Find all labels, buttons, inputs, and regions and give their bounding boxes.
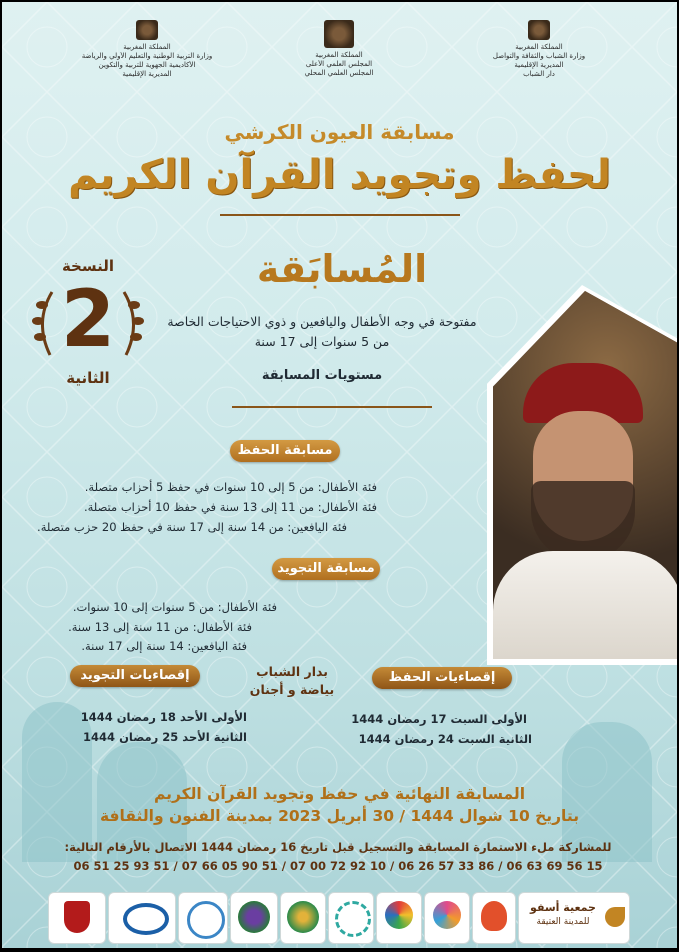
- people-icon: [433, 901, 461, 929]
- ring-icon: [335, 901, 371, 937]
- header-left-line: الأكاديمية الجهوية للتربية والتكوين: [98, 61, 196, 69]
- robe: [493, 551, 677, 659]
- header-left-line: المديرية الإقليمية: [122, 70, 172, 78]
- emblem-icon: [528, 20, 550, 40]
- sponsor-logo-9: [472, 892, 516, 944]
- hifz-item: فئة الأطفال: من 5 إلى 10 سنوات في حفظ 5 أحزاب متصلة.: [84, 480, 377, 494]
- final-line-2: بتاريخ 10 شوال 1444 / 30 أبريل 2023 بمدينة الفنون والثقافة: [99, 807, 580, 825]
- edition-label-bottom: الثانية: [66, 369, 110, 387]
- hifz-competition-label: مسابقة الحفظ: [230, 440, 340, 462]
- header-center-line: المجلس العلمي المحلي: [304, 69, 374, 77]
- levels-divider: [232, 406, 432, 408]
- header-center-line: المملكة المغربية: [315, 51, 363, 59]
- venue-line-2: بياضة و أجنان: [249, 682, 335, 697]
- final-line-1: المسابقة النهائية في حفظ وتجويد القرآن الكريم: [153, 785, 526, 803]
- levels-heading: مستويات المسابقة: [261, 368, 383, 383]
- sponsor-logo-8: [424, 892, 470, 944]
- sponsor-logo-4: [230, 892, 278, 944]
- qualifiers-hifz-label: إقصاءيات الحفظ: [372, 667, 512, 689]
- header-right-line: وزارة الشباب والثقافة والتواصل: [492, 52, 586, 60]
- sponsor-logo-5: [280, 892, 326, 944]
- edition-label-top: النسخة: [61, 257, 115, 275]
- venue-line-1: بدار الشباب: [256, 664, 328, 679]
- hifz-item: فئة اليافعين: من 14 سنة إلى 17 سنة في حفظ 20 حزب متصلة.: [37, 520, 347, 534]
- flame-icon: [481, 901, 507, 931]
- sponsor-logo-6: [328, 892, 374, 944]
- star-icon: [385, 901, 413, 929]
- header-center-line: المجلس العلمي الأعلى: [305, 60, 373, 68]
- competition-heading: المُسابَقة: [256, 247, 428, 291]
- header-left-line: وزارة التربية الوطنية والتعليم الأولي والرياضة: [81, 52, 213, 60]
- bird-icon: [605, 907, 625, 927]
- header-right-ministry: [464, 20, 614, 100]
- poster: [2, 2, 677, 948]
- sponsor-logo-7: [376, 892, 422, 944]
- competition-ages: من 5 سنوات إلى 17 سنة: [254, 334, 390, 349]
- header-left-line: المملكة المغربية: [123, 43, 171, 51]
- shield-icon: [64, 901, 90, 933]
- sponsor-asfou-name: جمعية أسفو: [530, 901, 596, 914]
- header-center-council: [264, 20, 414, 100]
- qualifiers-tajwid-label: إقصاءيات التجويد: [70, 665, 200, 687]
- edition-number: 2: [60, 275, 116, 365]
- sponsor-logo-asfou: [518, 892, 630, 944]
- hifz-item: فئة الأطفال: من 11 إلى 13 سنة في حفظ 10 أحزاب متصلة.: [83, 500, 377, 514]
- qualifiers-hifz-first: الأولى السبت 17 رمضان 1444: [351, 712, 527, 726]
- header-right-line: دار الشباب: [523, 70, 555, 78]
- emblem-icon: [324, 20, 354, 48]
- tajwid-competition-label: مسابقة التجويد: [272, 558, 380, 580]
- tajwid-item: فئة الأطفال: من 5 سنوات إلى 10 سنوات.: [72, 600, 277, 614]
- title-divider: [220, 214, 460, 216]
- qualifiers-hifz-second: الثانية السبت 24 رمضان 1444: [358, 732, 532, 746]
- laurel-left-icon: [30, 287, 58, 357]
- title-line-2: لحفظ وتجويد القرآن الكريم: [68, 152, 611, 198]
- eye-icon: [123, 903, 169, 935]
- contact-text: للمشاركة ملء الاستمارة المسابقة والتسجيل قبل تاريخ 16 رمضان 1444 الاتصال بالأرقام التالية:: [64, 840, 612, 854]
- circle-logo-icon: [187, 901, 225, 939]
- header-right-line: المملكة المغربية: [515, 43, 563, 51]
- sponsor-asfou-sub: للمدينة العتيقة: [536, 917, 590, 927]
- tajwid-item: فئة اليافعين: 14 سنة إلى 17 سنة.: [81, 639, 247, 653]
- globe-icon: [287, 901, 319, 933]
- title-line-1: مسابقة العيون الكرشي: [224, 120, 455, 144]
- sponsor-logo-2: [108, 892, 176, 944]
- header-left-ministry: [72, 20, 222, 100]
- qualifiers-tajwid-first: الأولى الأحد 18 رمضان 1444: [80, 710, 247, 724]
- sponsor-logo-1: [48, 892, 106, 944]
- tajwid-item: فئة الأطفال: من 11 سنة إلى 13 سنة.: [68, 620, 252, 634]
- emblem-icon: [136, 20, 158, 40]
- competition-open-to: مفتوحة في وجه الأطفال واليافعين و ذوي الاحتياجات الخاصة: [167, 314, 477, 329]
- contact-phones: 06 51 25 93 51 / 07 66 05 90 51 / 07 00 72 92 10 / 06 26 57 33 86 / 06 63 69 56 15: [73, 859, 603, 873]
- sponsor-logo-3: [178, 892, 228, 944]
- header-right-line: المديرية الإقليمية: [514, 61, 564, 69]
- qualifiers-tajwid-second: الثانية الأحد 25 رمضان 1444: [83, 730, 247, 744]
- mosque-silhouette-left: [22, 702, 92, 862]
- hands-icon: [238, 901, 270, 933]
